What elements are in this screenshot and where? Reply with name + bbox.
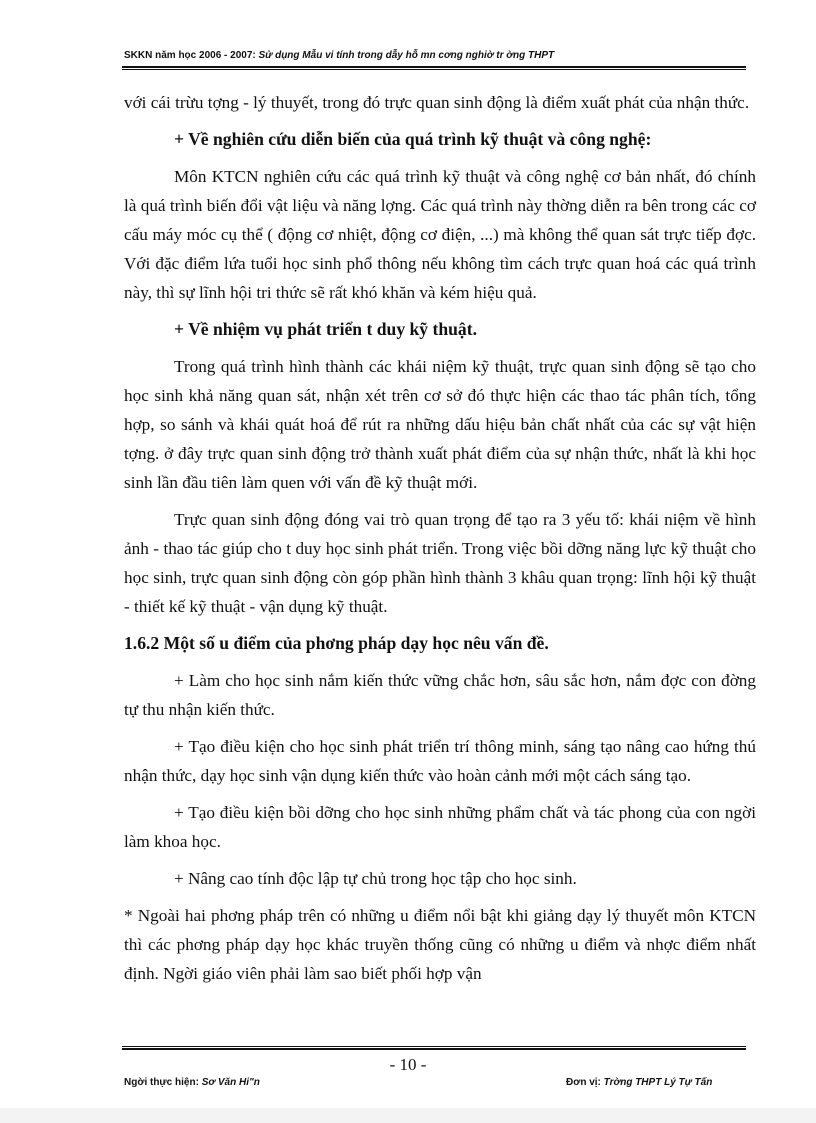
footer-author-label: Ngời thực hiện: (124, 1077, 202, 1088)
paragraph-note: * Ngoài hai phơng pháp trên có những u điểm nổi bật khi giảng dạy lý thuyết môn KTCN thì các phơng pháp dạy học khác truyền thống cũng có những u điểm và nhợc điểm nhất định. Ngời giáo viên phải làm sao biết phối hợp vận (124, 906, 756, 983)
advantage-item-3: + Tạo điều kiện bồi dỡng cho học sinh những phẩm chất và tác phong của con ngời làm khoa học. (124, 803, 756, 851)
advantage-item-4: + Nâng cao tính độc lập tự chủ trong học tập cho học sinh. (174, 869, 577, 888)
section-heading-1-6-2: 1.6.2 Một số u điểm của phơng pháp dạy học nêu vấn đề. (124, 633, 549, 653)
page-bottom-edge (0, 1108, 816, 1123)
paragraph-role: Trực quan sinh động đóng vai trò quan trọng để tạo ra 3 yếu tố: khái niệm về hình ảnh - thao tác giúp cho t duy học sinh phát triển. Trong việc bồi dỡng năng lực kỹ thuật cho học sinh, trực quan sinh động còn góp phần hình thành 3 khâu quan trọng: lĩnh hội kỹ thuật - thiết kế kỹ thuật - vận dụng kỹ thuật. (124, 510, 756, 616)
paragraph-process: Môn KTCN nghiên cứu các quá trình kỹ thuật và công nghệ cơ bản nhất, đó chính là quá trình biến đổi vật liệu và năng lợng. Các quá trình này thờng diễn ra bên trong các cơ cấu máy móc cụ thể ( động cơ nhiệt, động cơ điện, ...) mà không thể quan sát trực tiếp đợc. Với đặc điểm lứa tuổi học sinh phổ thông nếu không tìm cách trực quan hoá các quá trình này, thì sự lĩnh hội tri thức sẽ rất khó khăn và kém hiệu quả. (124, 167, 756, 302)
advantage-item-2: + Tạo điều kiện cho học sinh phát triển trí thông minh, sáng tạo nâng cao hứng thú nhận thức, dạy học sinh vận dụng kiến thức vào hoàn cảnh mới một cách sáng tạo. (124, 737, 756, 785)
section-heading-process: + Về nghiên cứu diễn biến của quá trình kỹ thuật và công nghệ: (174, 129, 652, 149)
footer-rule (122, 1046, 746, 1050)
header-rule (122, 66, 746, 70)
footer-author-name: Sơ Văn Hi"n (201, 1077, 260, 1088)
footer-author (124, 1077, 260, 1088)
section-heading-thinking: + Về nhiệm vụ phát triển t duy kỹ thuật. (174, 319, 477, 339)
paragraph-thinking: Trong quá trình hình thành các khái niệm kỹ thuật, trực quan sinh động sẽ tạo cho học sinh khả năng quan sát, nhận xét trên cơ sở đó thực hiện các thao tác phân tích, tổng hợp, so sánh và khái quát hoá để rút ra những dấu hiệu bản chất nhất của các sự vật hiện tợng. ở đây trực quan sinh động trở thành xuất phát điểm của sự nhận thức, nhất là khi học sinh lần đầu tiên làm quen với vấn đề kỹ thuật mới. (124, 357, 756, 492)
page-header (124, 50, 744, 61)
footer-unit (566, 1077, 712, 1088)
header-prefix: SKKN năm học 2006 - 2007: (124, 50, 259, 61)
page-number: - 10 - (389, 1055, 427, 1074)
paragraph-continuation: với cái trừu tợng - lý thuyết, trong đó trực quan sinh động là điểm xuất phát của nhận thức. (124, 93, 750, 112)
footer-unit-label: Đơn vị: (566, 1077, 604, 1088)
header-title: Sử dụng Mẫu vi tính trong dẫy hỗ mn cơng nghiờ tr ờng THPT (258, 50, 555, 61)
page-body (124, 88, 756, 988)
advantage-item-1: + Làm cho học sinh nắm kiến thức vững chắc hơn, sâu sắc hơn, nắm đợc con đờng tự thu nhận kiến thức. (124, 671, 756, 719)
footer-unit-name: Trờng THPT Lý Tự Tấn (603, 1077, 713, 1088)
